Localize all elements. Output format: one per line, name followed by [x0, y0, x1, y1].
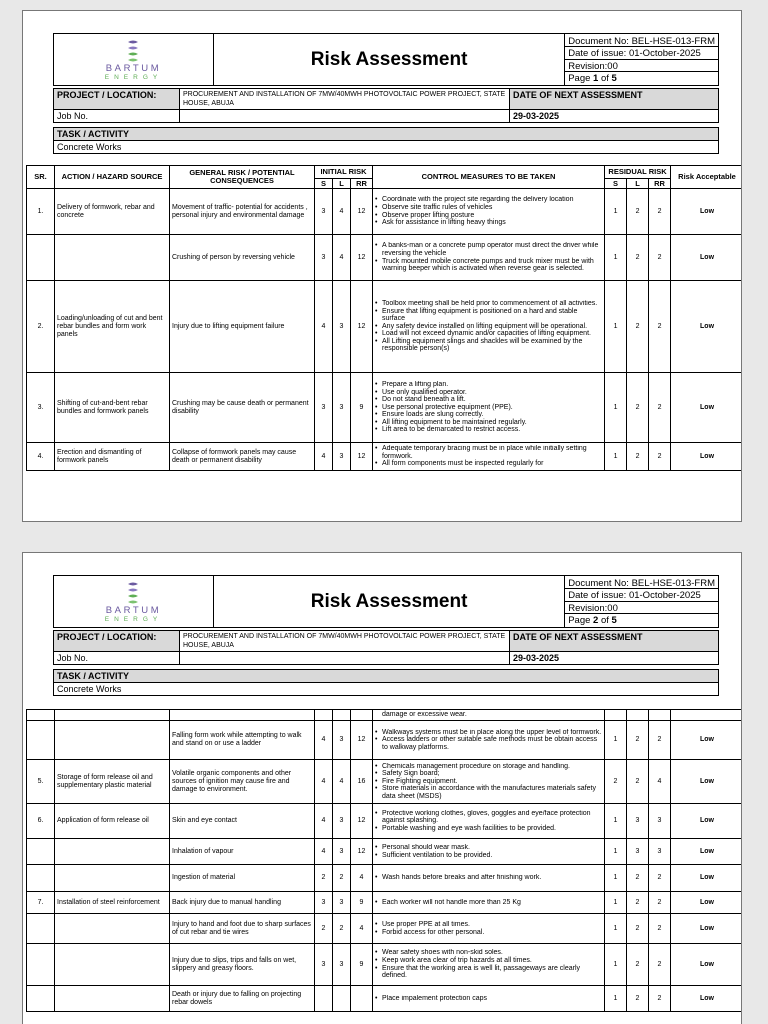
- control-measure: • Ensure that the working area is well lit, passageways are clearly defined.: [375, 965, 602, 980]
- row-action: [55, 839, 170, 865]
- risk-row: [27, 986, 743, 1012]
- row-action: Erection and dismantling of formwork panels: [55, 443, 170, 471]
- control-measure: • Each worker will not handle more than 25 Kg: [375, 899, 602, 907]
- continuation-text: damage or excessive wear.: [373, 710, 605, 721]
- row-action: Loading/unloading of cut and bent rebar bundles and form work panels: [55, 281, 170, 373]
- col-residual-l: L: [627, 179, 649, 189]
- project-meta: [53, 630, 719, 665]
- row-residual-l: 2: [627, 865, 649, 892]
- row-risk-acceptable: Low: [671, 804, 743, 839]
- row-initial-l: 3: [333, 281, 351, 373]
- row-sr: 1.: [27, 189, 55, 235]
- row-control-measures: [373, 721, 605, 760]
- control-measure: • Wash hands before breaks and after finishing work.: [375, 874, 602, 882]
- next-assessment-label: DATE OF NEXT ASSESSMENT: [510, 89, 719, 110]
- row-residual-l: 3: [627, 839, 649, 865]
- row-initial-l: 4: [333, 235, 351, 281]
- row-residual-rr: 2: [649, 914, 671, 944]
- row-residual-rr: 2: [649, 944, 671, 986]
- risk-row: [27, 914, 743, 944]
- row-control-measures: [373, 804, 605, 839]
- next-assessment-date: 29-03-2025: [510, 110, 719, 123]
- revision: Revision:00: [565, 602, 718, 615]
- row-risk-acceptable: Low: [671, 944, 743, 986]
- job-number-label: Job No.: [54, 110, 180, 123]
- row-residual-s: 1: [605, 944, 627, 986]
- job-number-value: [180, 110, 510, 123]
- row-residual-s: 1: [605, 892, 627, 914]
- row-risk-acceptable: Low: [671, 235, 742, 281]
- risk-row: [27, 760, 743, 804]
- row-initial-l: 3: [333, 443, 351, 471]
- control-measures-wrap: [375, 949, 602, 979]
- row-initial-s: 3: [315, 892, 333, 914]
- row-sr: [27, 986, 55, 1012]
- document-number: Document No: BEL-HSE-013-FRM: [565, 577, 718, 590]
- row-initial-rr: 4: [351, 914, 373, 944]
- row-sr: [27, 721, 55, 760]
- row-risk: Volatile organic components and other sources of ignition may cause fire and damage to environment.: [170, 760, 315, 804]
- col-residual-s: S: [605, 179, 627, 189]
- row-control-measures: [373, 760, 605, 804]
- document-title: Risk Assessment: [214, 576, 565, 628]
- risk-table-page-2: [26, 709, 742, 1012]
- control-measures-list: [375, 729, 602, 752]
- row-action: [55, 721, 170, 760]
- row-risk: Movement of traffic- potential for accidents , personal injury and environmental damage: [170, 189, 315, 235]
- risk-row: [27, 281, 743, 373]
- row-initial-s: 3: [315, 373, 333, 443]
- row-risk-acceptable: Low: [671, 721, 743, 760]
- risk-row: [27, 892, 743, 914]
- row-risk-acceptable: Low: [671, 373, 742, 443]
- row-initial-rr: 4: [351, 865, 373, 892]
- task-meta: [53, 127, 719, 154]
- control-measure: • Personal should wear mask.: [375, 844, 602, 852]
- row-residual-s: 1: [605, 839, 627, 865]
- control-measures-wrap: [375, 921, 602, 936]
- row-control-measures: [373, 281, 605, 373]
- control-measure: • Toolbox meeting shall be held prior to commencement of all activities.: [375, 300, 602, 308]
- risk-row: [27, 235, 743, 281]
- task-value: Concrete Works: [54, 683, 719, 696]
- row-initial-s: 2: [315, 914, 333, 944]
- row-risk-acceptable: Low: [671, 914, 743, 944]
- row-residual-l: 2: [627, 986, 649, 1012]
- row-residual-rr: 2: [649, 892, 671, 914]
- col-initial-s: S: [315, 179, 333, 189]
- row-action: [55, 986, 170, 1012]
- row-sr: 5.: [27, 760, 55, 804]
- col-risk-acceptable: Risk Acceptable: [671, 166, 742, 189]
- revision: Revision:00: [565, 60, 718, 73]
- row-residual-l: 2: [627, 373, 649, 443]
- row-sr: 6.: [27, 804, 55, 839]
- row-control-measures: [373, 944, 605, 986]
- row-residual-l: 2: [627, 944, 649, 986]
- row-initial-rr: 12: [351, 281, 373, 373]
- row-control-measures: [373, 373, 605, 443]
- row-residual-s: 1: [605, 986, 627, 1012]
- control-measures-wrap: [375, 874, 602, 882]
- control-measure: • A banks-man or a concrete pump operator must direct the driver while reversing the vehicle: [375, 242, 602, 257]
- row-residual-l: 2: [627, 914, 649, 944]
- row-control-measures: [373, 986, 605, 1012]
- row-initial-s: 3: [315, 235, 333, 281]
- control-measure: • Any safety device installed on lifting equipment will be operational.: [375, 323, 602, 331]
- row-initial-rr: 9: [351, 892, 373, 914]
- row-initial-s: [315, 986, 333, 1012]
- row-sr: [27, 914, 55, 944]
- row-action: [55, 235, 170, 281]
- control-measures-wrap: [375, 763, 602, 801]
- control-measure: • Safety Sign board;: [375, 770, 602, 778]
- bartum-logo-icon: [126, 39, 140, 63]
- row-residual-rr: 2: [649, 373, 671, 443]
- row-initial-l: 3: [333, 892, 351, 914]
- row-initial-rr: 12: [351, 839, 373, 865]
- row-initial-rr: 12: [351, 189, 373, 235]
- row-risk: Inhalation of vapour: [170, 839, 315, 865]
- col-risk: GENERAL RISK / POTENTIAL CONSEQUENCES: [170, 166, 315, 189]
- row-action: Delivery of formwork, rebar and concrete: [55, 189, 170, 235]
- row-risk: Injury due to lifting equipment failure: [170, 281, 315, 373]
- row-residual-rr: 2: [649, 443, 671, 471]
- page-number: Page 2 of 5: [568, 615, 617, 626]
- col-action: ACTION / HAZARD SOURCE: [55, 166, 170, 189]
- control-measure: • Keep work area clear of trip hazards at all times.: [375, 957, 602, 965]
- control-measures-wrap: [375, 995, 602, 1003]
- control-measure: • Chemicals management procedure on storage and handling.: [375, 763, 602, 771]
- risk-table-page-1: [26, 165, 742, 471]
- row-control-measures: [373, 235, 605, 281]
- row-control-measures: [373, 865, 605, 892]
- row-residual-s: 1: [605, 804, 627, 839]
- risk-rows-page-1: [27, 189, 743, 471]
- row-residual-l: 2: [627, 892, 649, 914]
- control-measure: • Ask for assistance in lifting heavy things: [375, 219, 602, 227]
- control-measure: • Sufficient ventilation to be provided.: [375, 852, 602, 860]
- control-measures-list: [375, 242, 602, 272]
- row-residual-l: 2: [627, 760, 649, 804]
- row-action: [55, 914, 170, 944]
- project-label: PROJECT / LOCATION:: [54, 631, 180, 652]
- row-risk-acceptable: Low: [671, 281, 742, 373]
- row-risk-acceptable: Low: [671, 892, 743, 914]
- row-residual-rr: 2: [649, 721, 671, 760]
- control-measures-list: [375, 810, 602, 833]
- col-residual-rr: RR: [649, 179, 671, 189]
- col-residual-risk: RESIDUAL RISK: [605, 166, 671, 179]
- control-measures-wrap: [375, 810, 602, 833]
- control-measures-wrap: [375, 445, 602, 468]
- control-measure: • Protective working clothes, gloves, goggles and eye/face protection against splashing.: [375, 810, 602, 825]
- control-measure: • Truck mounted mobile concrete pumps and truck mixer must be with warning beeper which is activated when reverse gear is selected.: [375, 258, 602, 273]
- row-residual-rr: 2: [649, 986, 671, 1012]
- document-title: Risk Assessment: [214, 34, 565, 86]
- control-measure: • Fire Fighting equipment.: [375, 778, 602, 786]
- row-residual-l: 2: [627, 721, 649, 760]
- page-number: Page 1 of 5: [568, 73, 617, 84]
- document-header: [53, 575, 719, 628]
- control-measure: • Ensure loads are slung correctly.: [375, 411, 602, 419]
- row-residual-s: 2: [605, 760, 627, 804]
- row-action: Storage of form release oil and supplementary plastic material: [55, 760, 170, 804]
- control-measure: • Do not stand beneath a lift.: [375, 396, 602, 404]
- row-initial-s: 4: [315, 721, 333, 760]
- control-measure: • Ensure that lifting equipment is positioned on a hard and stable surface: [375, 308, 602, 323]
- control-measures-wrap: [375, 196, 602, 226]
- control-measure: • All form components must be inspected regularly for: [375, 460, 602, 468]
- risk-rows-page-2: [27, 710, 743, 1012]
- row-action: Shifting of cut-and-bent rebar bundles and formwork panels: [55, 373, 170, 443]
- row-residual-rr: 4: [649, 760, 671, 804]
- risk-row: [27, 373, 743, 443]
- row-sr: [27, 235, 55, 281]
- row-initial-s: 3: [315, 189, 333, 235]
- task-label: TASK / ACTIVITY: [54, 128, 719, 141]
- control-measures-wrap: [375, 844, 602, 859]
- row-initial-rr: 9: [351, 944, 373, 986]
- row-risk-acceptable: Low: [671, 865, 743, 892]
- row-risk: Crushing may be cause death or permanent disability: [170, 373, 315, 443]
- control-measure: • Load will not exceed dynamic and/or capacities of lifting equipment.: [375, 330, 602, 338]
- date-of-issue: Date of issue: 01-October-2025: [565, 47, 718, 60]
- control-measures-list: [375, 763, 602, 801]
- row-initial-s: 4: [315, 443, 333, 471]
- document-header: [53, 33, 719, 86]
- row-initial-l: 3: [333, 373, 351, 443]
- row-sr: [27, 944, 55, 986]
- document-info: [565, 576, 719, 628]
- row-action: Application of form release oil: [55, 804, 170, 839]
- task-value: Concrete Works: [54, 141, 719, 154]
- row-residual-s: 1: [605, 914, 627, 944]
- task-meta: [53, 669, 719, 696]
- row-control-measures: [373, 914, 605, 944]
- company-logo: [105, 39, 162, 82]
- control-measures-list: [375, 300, 602, 353]
- logo-cell: [54, 576, 214, 628]
- document-info: [565, 34, 719, 86]
- control-measure: • Walkways systems must be in place along the upper level of formwork.: [375, 729, 602, 737]
- risk-row: [27, 804, 743, 839]
- row-initial-rr: [351, 986, 373, 1012]
- row-residual-l: 2: [627, 443, 649, 471]
- row-risk: Skin and eye contact: [170, 804, 315, 839]
- row-action: [55, 865, 170, 892]
- project-meta: [53, 88, 719, 123]
- row-action: [55, 944, 170, 986]
- row-initial-rr: 9: [351, 373, 373, 443]
- row-risk: Falling form work while attempting to walk and stand on or use a ladder: [170, 721, 315, 760]
- risk-row: [27, 839, 743, 865]
- control-measure: • Prepare a lifting plan.: [375, 381, 602, 389]
- control-measure: • Coordinate with the project site regarding the delivery location: [375, 196, 602, 204]
- bartum-logo-icon: [126, 581, 140, 605]
- row-initial-l: 3: [333, 721, 351, 760]
- row-risk-acceptable: Low: [671, 839, 743, 865]
- row-initial-l: 4: [333, 760, 351, 804]
- row-risk: Death or injury due to falling on projecting rebar dowels: [170, 986, 315, 1012]
- row-initial-rr: 12: [351, 443, 373, 471]
- control-measures-wrap: [375, 899, 602, 907]
- row-initial-s: 4: [315, 839, 333, 865]
- date-of-issue: Date of issue: 01-October-2025: [565, 589, 718, 602]
- control-measures-list: [375, 874, 602, 882]
- row-initial-rr: 12: [351, 235, 373, 281]
- row-risk-acceptable: Low: [671, 443, 742, 471]
- row-initial-rr: 12: [351, 804, 373, 839]
- risk-row: [27, 443, 743, 471]
- row-sr: 7.: [27, 892, 55, 914]
- control-measures-list: [375, 921, 602, 936]
- row-initial-rr: 12: [351, 721, 373, 760]
- row-initial-l: 3: [333, 944, 351, 986]
- row-initial-l: 2: [333, 865, 351, 892]
- control-measure: • Lift area to be demarcated to restrict access.: [375, 426, 602, 434]
- row-residual-s: 1: [605, 721, 627, 760]
- row-risk: Ingestion of material: [170, 865, 315, 892]
- risk-row: [27, 721, 743, 760]
- logo-cell: [54, 34, 214, 86]
- row-risk: Collapse of formwork panels may cause death or permanent disability: [170, 443, 315, 471]
- row-risk: Injury to hand and foot due to sharp surfaces of cut rebar and tie wires: [170, 914, 315, 944]
- row-initial-l: 3: [333, 839, 351, 865]
- document-page-2: [22, 552, 742, 1024]
- row-initial-rr: 16: [351, 760, 373, 804]
- control-measures-list: [375, 196, 602, 226]
- control-measures-wrap: [375, 381, 602, 434]
- control-measure: • Store materials in accordance with the manufactures materials safety data sheet (MSDS): [375, 785, 602, 800]
- row-sr: 4.: [27, 443, 55, 471]
- control-measures-list: [375, 995, 602, 1003]
- job-number-value: [180, 652, 510, 665]
- logo-brand: BARTUM: [105, 605, 162, 616]
- row-residual-l: 3: [627, 804, 649, 839]
- row-residual-l: 2: [627, 235, 649, 281]
- control-measures-list: [375, 844, 602, 859]
- row-initial-l: 2: [333, 914, 351, 944]
- row-initial-l: 3: [333, 804, 351, 839]
- row-control-measures: [373, 892, 605, 914]
- row-risk: Back injury due to manual handling: [170, 892, 315, 914]
- row-risk: Injury due to slips, trips and falls on wet, slippery and greasy floors.: [170, 944, 315, 986]
- project-value: PROCUREMENT AND INSTALLATION OF 7MW/40MWH PHOTOVOLTAIC POWER PROJECT, STATE HOUSE, ABUJA: [180, 89, 510, 110]
- row-sr: [27, 839, 55, 865]
- logo-subtitle: ENERGY: [104, 616, 163, 623]
- control-measure: • All lifting equipment to be maintained regularly.: [375, 419, 602, 427]
- control-measure: • Observe site traffic rules of vehicles: [375, 204, 602, 212]
- control-measure: • Observe proper lifting posture: [375, 212, 602, 220]
- project-label: PROJECT / LOCATION:: [54, 89, 180, 110]
- row-residual-s: 1: [605, 281, 627, 373]
- control-measure: • Adequate temporary bracing must be in place while initially setting formwork.: [375, 445, 602, 460]
- row-sr: 2.: [27, 281, 55, 373]
- row-control-measures: [373, 189, 605, 235]
- row-risk: Crushing of person by reversing vehicle: [170, 235, 315, 281]
- next-assessment-label: DATE OF NEXT ASSESSMENT: [510, 631, 719, 652]
- row-initial-s: 4: [315, 760, 333, 804]
- job-number-label: Job No.: [54, 652, 180, 665]
- row-residual-rr: 3: [649, 804, 671, 839]
- row-residual-rr: 3: [649, 839, 671, 865]
- row-initial-s: 3: [315, 944, 333, 986]
- row-action: Installation of steel reinforcement: [55, 892, 170, 914]
- control-measures-list: [375, 381, 602, 434]
- row-residual-l: 2: [627, 281, 649, 373]
- row-sr: 3.: [27, 373, 55, 443]
- risk-row: [27, 944, 743, 986]
- control-measures-wrap: [375, 729, 602, 752]
- control-measure: • Use only qualified operator.: [375, 389, 602, 397]
- control-measures-wrap: [375, 300, 602, 353]
- control-measure: • Use proper PPE at all times.: [375, 921, 602, 929]
- row-residual-s: 1: [605, 189, 627, 235]
- control-measures-list: [375, 445, 602, 468]
- task-label: TASK / ACTIVITY: [54, 670, 719, 683]
- control-measure: • Forbid access for other personal.: [375, 929, 602, 937]
- control-measures-list: [375, 899, 602, 907]
- row-residual-s: 1: [605, 235, 627, 281]
- col-initial-risk: INITIAL RISK: [315, 166, 373, 179]
- control-measure: • Portable washing and eye wash facilities to be provided.: [375, 825, 602, 833]
- col-initial-rr: RR: [351, 179, 373, 189]
- next-assessment-date: 29-03-2025: [510, 652, 719, 665]
- row-initial-l: [333, 986, 351, 1012]
- row-control-measures: [373, 443, 605, 471]
- row-risk-acceptable: Low: [671, 986, 743, 1012]
- continuation-row: [27, 710, 743, 721]
- control-measure: • Place impalement protection caps: [375, 995, 602, 1003]
- row-risk-acceptable: Low: [671, 760, 743, 804]
- control-measure: • Use personal protective equipment (PPE).: [375, 404, 602, 412]
- row-initial-s: 4: [315, 281, 333, 373]
- row-sr: [27, 865, 55, 892]
- row-residual-l: 2: [627, 189, 649, 235]
- row-residual-rr: 2: [649, 189, 671, 235]
- risk-row: [27, 865, 743, 892]
- col-sr: SR.: [27, 166, 55, 189]
- row-initial-l: 4: [333, 189, 351, 235]
- logo-subtitle: ENERGY: [104, 74, 163, 81]
- row-residual-rr: 2: [649, 235, 671, 281]
- control-measures-wrap: [375, 242, 602, 272]
- risk-row: [27, 189, 743, 235]
- row-residual-s: 1: [605, 865, 627, 892]
- row-control-measures: [373, 839, 605, 865]
- control-measure: • All Lifting equipment slings and shackles will be examined by the responsible person(s): [375, 338, 602, 353]
- control-measure: • Wear safety shoes with non-skid soles.: [375, 949, 602, 957]
- row-residual-s: 1: [605, 443, 627, 471]
- row-initial-s: 4: [315, 804, 333, 839]
- col-initial-l: L: [333, 179, 351, 189]
- control-measures-list: [375, 949, 602, 979]
- row-risk-acceptable: Low: [671, 189, 742, 235]
- control-measure: • Access ladders or other suitable safe methods must be obtain access to walkway platforms.: [375, 736, 602, 751]
- document-number: Document No: BEL-HSE-013-FRM: [565, 35, 718, 48]
- document-page-1: [22, 10, 742, 522]
- col-control-measures: CONTROL MEASURES TO BE TAKEN: [373, 166, 605, 189]
- row-initial-s: 2: [315, 865, 333, 892]
- row-residual-rr: 2: [649, 865, 671, 892]
- row-residual-s: 1: [605, 373, 627, 443]
- logo-brand: BARTUM: [105, 63, 162, 74]
- row-residual-rr: 2: [649, 281, 671, 373]
- project-value: PROCUREMENT AND INSTALLATION OF 7MW/40MWH PHOTOVOLTAIC POWER PROJECT, STATE HOUSE, ABUJA: [180, 631, 510, 652]
- company-logo: [105, 581, 162, 624]
